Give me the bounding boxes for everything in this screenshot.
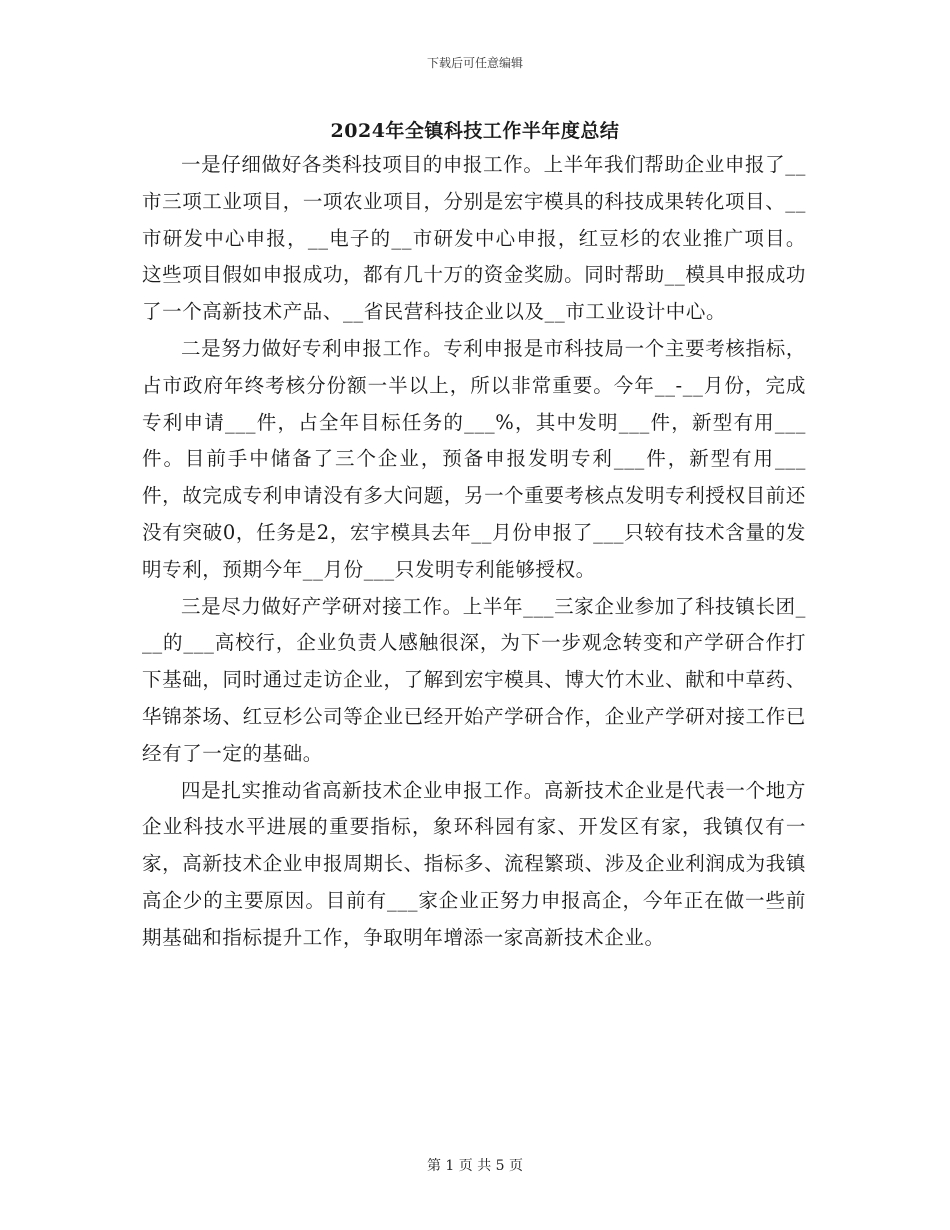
- page-number: 第 1 页 共 5 页: [426, 1158, 524, 1174]
- paragraph-4: 四是扎实推动省高新技术企业申报工作。高新技术企业是代表一个地方企业科技水平进展的重要指标，象环科园有家、开发区有家，我镇仅有一家，高新技术企业申报周期长、指标多、流程繁琐、涉及企业利润成为我镇高企少的主要原因。目前有___家企业正努力申报高企，今年正在做一些前期基础和指标提升工作，争取明年增添一家高新技术企业。: [142, 778, 806, 949]
- document-title: 2024年全镇科技工作半年度总结: [330, 120, 620, 142]
- page-header-note: 下载后可任意编辑: [426, 56, 523, 70]
- paragraph-3: 三是尽力做好产学研对接工作。上半年___三家企业参加了科技镇长团___的___高校行，企业负责人感触很深，为下一步观念转变和产学研合作打下基础，同时通过走访企业，了解到宏宇模具、博大竹木业、献和中草药、华锦茶场、红豆杉公司等企业已经开始产学研合作，企业产学研对接工作已经有了一定的基础。: [142, 594, 806, 765]
- paragraph-2: 二是努力做好专利申报工作。专利申报是市科技局一个主要考核指标，占市政府年终考核分份额一半以上，所以非常重要。今年__-__月份，完成专利申请___件，占全年目标任务的___%，其中发明___件，新型有用___件。目前手中储备了三个企业，预备申报发明专利___件，新型有用___件，故完成专利申请没有多大问题，另一个重要考核点发明专利授权目前还没有突破0，任务是2，宏宇模具去年__月份申报了___只较有技术含量的发明专利，预期今年__月份___只发明专利能够授权。: [142, 336, 806, 581]
- document-body: [142, 147, 806, 957]
- paragraph-1: 一是仔细做好各类科技项目的申报工作。上半年我们帮助企业申报了__市三项工业项目，一项农业项目，分别是宏宇模具的科技成果转化项目、__市研发中心申报，__电子的__市研发中心申报，红豆杉的农业推广项目。这些项目假如申报成功，都有几十万的资金奖励。同时帮助__模具申报成功了一个高新技术产品、__省民营科技企业以及__市工业设计中心。: [142, 153, 806, 324]
